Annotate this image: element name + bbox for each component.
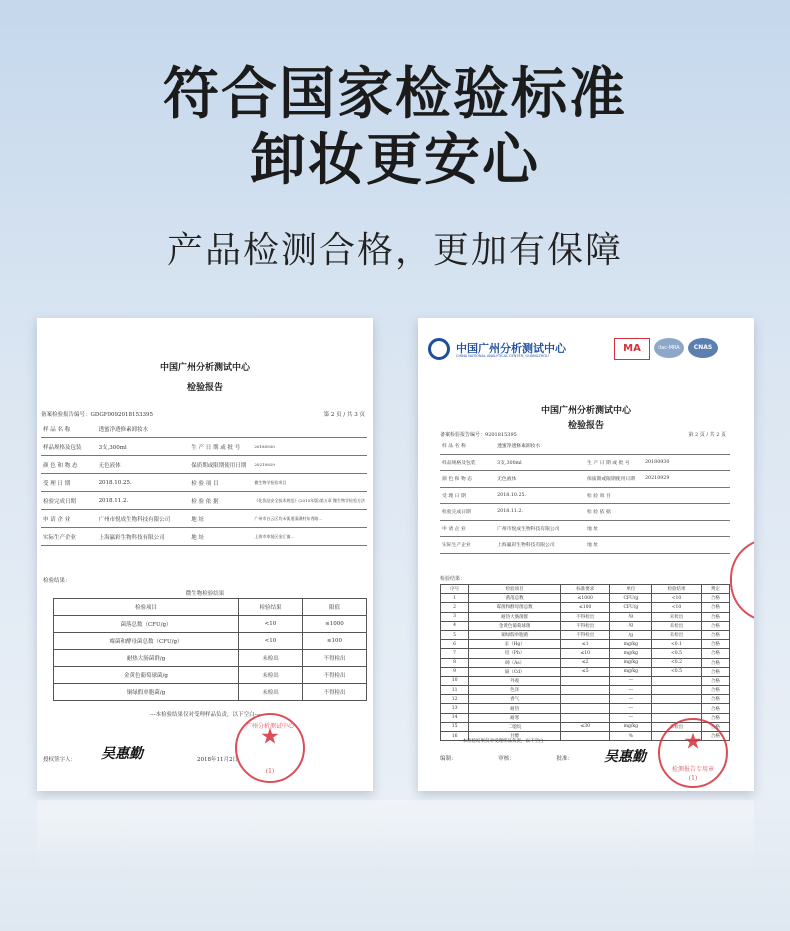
info-value: 广州市悦成生物科技有限公司 — [97, 510, 190, 528]
cma-badge-icon: MA — [614, 338, 650, 360]
partial-seal — [730, 538, 754, 622]
info-row — [440, 487, 730, 504]
headline-line-1: 符合国家检验标准 — [163, 62, 627, 127]
signature: 吴惠勤 — [604, 749, 646, 765]
table-row — [441, 676, 730, 685]
table-cell: CFU/g — [610, 594, 652, 603]
footnote: ---本检验结果仅对受理样品负责，以下空白--- — [149, 712, 261, 718]
info-value: 无色液体 — [495, 471, 585, 488]
table-cell: 菌落总数（CFU/g） — [54, 616, 239, 633]
table-row — [441, 686, 730, 695]
info-label-2: 地 址 — [585, 520, 643, 537]
table-cell: 合格 — [701, 658, 729, 667]
table-cell: ≤1000 — [561, 594, 610, 603]
hero-heading — [0, 62, 790, 273]
logo-english: CHINA NATIONAL ANALYTICAL CENTER, GUANGZHOU — [456, 354, 549, 358]
table-row — [54, 684, 367, 701]
table-cell: ≤5 — [561, 667, 610, 676]
info-value: 透蜜净透修素卸妆水 — [495, 438, 585, 454]
table-cell: 合格 — [701, 732, 729, 741]
info-value-2 — [252, 420, 367, 438]
table-cell: — — [610, 676, 652, 685]
info-value: 上海赢彩生物科技有限公司 — [495, 537, 585, 554]
table-row — [441, 704, 730, 713]
authorized-signer-label: 授权签字人： — [43, 757, 77, 763]
info-label-2 — [585, 438, 643, 454]
table-cell: 金黄色葡萄球菌/g — [54, 667, 239, 684]
table-cell: 未检出 — [238, 684, 302, 701]
info-value-2 — [643, 520, 730, 537]
table-cell: 13 — [441, 704, 469, 713]
table-cell: 7 — [441, 649, 469, 658]
column-header: 限值 — [302, 599, 366, 616]
info-value: 广州市悦成生物科技有限公司 — [495, 520, 585, 537]
table-cell: 二噁烷 — [469, 722, 561, 731]
info-label-2: 生 产 日 期 或 批 号 — [189, 438, 252, 456]
info-label-2: 生 产 日 期 或 批 号 — [585, 454, 643, 471]
table-cell: /g — [610, 612, 652, 621]
table-cell: — — [610, 713, 652, 722]
signature-row — [440, 754, 573, 762]
table-cell: 不得检出 — [561, 630, 610, 639]
report-title: 检验报告 — [567, 421, 604, 431]
info-label-2: 检 验 项 目 — [585, 487, 643, 504]
table-cell: 香气 — [469, 695, 561, 704]
table-row — [441, 594, 730, 603]
table-row — [441, 695, 730, 704]
info-label-2: 地 址 — [189, 510, 252, 528]
info-row — [41, 528, 367, 546]
table-cell — [561, 676, 610, 685]
table-cell: 4 — [441, 621, 469, 630]
seal-number: (1) — [265, 768, 275, 775]
case-number: GDGF0092018153395 — [90, 412, 154, 418]
info-label: 样 品 名 称 — [440, 438, 495, 454]
info-label: 样 品 名 称 — [41, 420, 97, 438]
table-cell: 合格 — [701, 594, 729, 603]
signature: 吴惠勤 — [101, 746, 143, 762]
table-cell: 铜绿假单胞菌 — [469, 630, 561, 639]
check-label: 审核： — [498, 756, 515, 762]
subheadline: 产品检测合格，更加有保障 — [166, 230, 623, 271]
table-cell: ≤1000 — [302, 616, 366, 633]
table-cell — [652, 676, 701, 685]
table-cell: 14 — [441, 713, 469, 722]
table-row — [441, 667, 730, 676]
table-cell: ≤30 — [561, 722, 610, 731]
table-cell: 合格 — [701, 612, 729, 621]
info-label: 申 请 企 业 — [440, 520, 495, 537]
table-cell — [561, 686, 610, 695]
table-cell: 合格 — [701, 603, 729, 612]
table-cell — [561, 713, 610, 722]
case-number-row — [41, 410, 153, 418]
info-label-2: 保质期或限期使用日期 — [585, 471, 643, 488]
table-cell: 未检出 — [652, 630, 701, 639]
info-row — [440, 504, 730, 521]
info-label: 受 理 日 期 — [440, 487, 495, 504]
column-header: 标准要求 — [561, 585, 610, 594]
case-number-row — [440, 431, 517, 438]
floor-reflection — [37, 800, 754, 870]
column-header: 检验结果 — [652, 585, 701, 594]
table-row — [54, 633, 367, 650]
table-cell: 不得检出 — [561, 621, 610, 630]
column-header: 单位 — [610, 585, 652, 594]
info-value-2: 广州市白云区均禾街道清湖村东秀路... — [252, 510, 367, 528]
table-cell: 未检出 — [238, 650, 302, 667]
info-value-2: 20210929 — [643, 471, 730, 488]
table-cell: <10 — [652, 594, 701, 603]
info-label: 受 理 日 期 — [41, 474, 97, 492]
table-cell: 耐热大肠菌群 — [469, 612, 561, 621]
info-label-2: 地 址 — [585, 537, 643, 554]
info-label: 样品规格及包装 — [41, 438, 97, 456]
table-cell: 合格 — [701, 686, 729, 695]
table-row — [54, 650, 367, 667]
info-label: 颜 色 和 物 态 — [41, 456, 97, 474]
report-org: 中国广州分析测试中心 — [540, 406, 631, 416]
table-cell: CFU/g — [610, 603, 652, 612]
table-cell: 菌落总数 — [469, 594, 561, 603]
table-cell: <0.1 — [652, 640, 701, 649]
table-cell — [652, 704, 701, 713]
table-cell: 6 — [441, 640, 469, 649]
info-row — [41, 474, 367, 492]
official-seal — [658, 718, 728, 788]
info-value-2 — [643, 438, 730, 454]
seal-star-icon: ★ — [683, 729, 703, 755]
table-cell: ≤100 — [561, 603, 610, 612]
case-label: 备案检验报告编号： — [440, 432, 486, 438]
case-number: 9201815395 — [485, 432, 517, 438]
seal-number: (1) — [688, 775, 698, 782]
seal-star-icon: ★ — [260, 724, 280, 750]
info-row — [41, 456, 367, 474]
case-label: 备案检验报告编号： — [41, 412, 91, 418]
info-value: 2018.11.2. — [97, 492, 190, 510]
report-org: 中国广州分析测试中心 — [159, 363, 250, 373]
info-row — [440, 471, 730, 488]
column-header: 序号 — [441, 585, 469, 594]
table-row — [441, 630, 730, 639]
table-cell: ≤10 — [561, 649, 610, 658]
info-row — [41, 438, 367, 456]
table-cell: 未检出 — [652, 722, 701, 731]
table-cell: 合格 — [701, 649, 729, 658]
table-cell: 合格 — [701, 667, 729, 676]
table-cell: % — [610, 732, 652, 741]
table-cell: <0.5 — [652, 667, 701, 676]
result-label: 检验结果： — [440, 576, 466, 582]
page-indicator: 第 2 页 / 共 2 页 — [688, 432, 726, 438]
info-row — [440, 438, 730, 454]
table-cell — [652, 695, 701, 704]
column-header: 检验结果 — [238, 599, 302, 616]
info-label-2: 地 址 — [189, 528, 252, 546]
table-cell: 合格 — [701, 704, 729, 713]
table-row — [441, 649, 730, 658]
table-cell: 未检出 — [652, 612, 701, 621]
cnas-badge-icon: CNAS — [688, 338, 718, 358]
info-label-2: 保质期或限期使用日期 — [189, 456, 252, 474]
table-cell: 镉（Cd） — [469, 667, 561, 676]
table-cell: 外观 — [469, 676, 561, 685]
table-row — [441, 603, 730, 612]
table-cell: 耐寒 — [469, 713, 561, 722]
seal-text: 检测报告专用章 — [671, 766, 714, 773]
table-row — [441, 658, 730, 667]
info-row — [41, 492, 367, 510]
info-label-2: 检 验 依 据 — [189, 492, 252, 510]
table-cell: 不得检出 — [561, 612, 610, 621]
table-cell: 不得检出 — [302, 650, 366, 667]
table-cell: 合格 — [701, 676, 729, 685]
info-label: 检验完成日期 — [41, 492, 97, 510]
info-row — [41, 420, 367, 438]
column-header: 判定 — [701, 585, 729, 594]
table-row — [441, 621, 730, 630]
table-cell: 金黄色葡萄球菌 — [469, 621, 561, 630]
footnote: ---本检验结果仅对受理样品负责，以下空白--- — [458, 739, 549, 744]
result-label: 检验结果： — [43, 578, 71, 584]
table-cell: 未检出 — [652, 621, 701, 630]
table-cell: 未检出 — [238, 667, 302, 684]
table-cell: ≤1 — [561, 640, 610, 649]
table-row — [441, 640, 730, 649]
info-value: 2018.11.2. — [495, 504, 585, 521]
table-cell: <10 — [238, 633, 302, 650]
test-report-2 — [418, 318, 754, 791]
seal-text: 广州分析测试中心 — [245, 723, 294, 730]
table-cell: mg/kg — [610, 722, 652, 731]
table-cell: 合格 — [701, 713, 729, 722]
table-row — [54, 616, 367, 633]
table-cell: 16 — [441, 732, 469, 741]
info-row — [41, 510, 367, 528]
info-value: 上海赢彩生物科技有限公司 — [97, 528, 190, 546]
table-cell: 15 — [441, 722, 469, 731]
info-row — [440, 537, 730, 554]
info-value: 无色液体 — [97, 456, 190, 474]
page-indicator: 第 2 页 / 共 3 页 — [323, 412, 365, 418]
table-cell: 不得检出 — [302, 667, 366, 684]
info-value: 3支,300ml — [495, 454, 585, 471]
info-label-2 — [189, 420, 252, 438]
table-cell: 耐热 — [469, 704, 561, 713]
table-cell: /g — [610, 621, 652, 630]
table-cell: 铅（Pb） — [469, 649, 561, 658]
prepared-label: 编制： — [440, 756, 457, 762]
info-label: 申 请 企 业 — [41, 510, 97, 528]
center-logo-icon — [428, 338, 450, 360]
headline-line-2: 卸妆更安心 — [250, 128, 540, 193]
table-cell: 不得检出 — [302, 684, 366, 701]
ilac-badge-icon: ilac-MRA — [654, 338, 684, 358]
table-cell: ≤2 — [561, 658, 610, 667]
table-cell: — — [610, 704, 652, 713]
table-cell: <10 — [652, 603, 701, 612]
table-cell: mg/kg — [610, 649, 652, 658]
info-value-2 — [643, 504, 730, 521]
info-value-2: 20180930 — [252, 438, 367, 456]
info-value-2: 《化妆品安全技术规范》(2015年版)第五章 微生物学检验方法 — [252, 492, 367, 510]
info-label: 检验完成日期 — [440, 504, 495, 521]
table-cell: 3 — [441, 612, 469, 621]
table-cell: 5 — [441, 630, 469, 639]
table-cell: 合格 — [701, 630, 729, 639]
info-value-2: 20210929 — [252, 456, 367, 474]
column-header: 检验项目 — [54, 599, 239, 616]
table-cell — [652, 686, 701, 695]
table-cell: 霉菌和酵母菌总数（CFU/g） — [54, 633, 239, 650]
info-value-2: 上海市奉贤区金汇镇... — [252, 528, 367, 546]
table-cell: 9 — [441, 667, 469, 676]
info-value: 2018.10.25. — [495, 487, 585, 504]
table-cell — [561, 704, 610, 713]
table-cell: ≤100 — [302, 633, 366, 650]
table-cell: 砷（As） — [469, 658, 561, 667]
info-value: 透蜜净透修素卸妆水 — [97, 420, 190, 438]
table-cell: <0.2 — [652, 658, 701, 667]
table-cell: 甘醇 — [469, 732, 561, 741]
table-cell: mg/kg — [610, 658, 652, 667]
table-cell — [561, 732, 610, 741]
info-label: 颜 色 和 物 态 — [440, 471, 495, 488]
table-cell: 色泽 — [469, 686, 561, 695]
info-value: 2018.10.25. — [97, 474, 190, 492]
table-cell: 合格 — [701, 640, 729, 649]
table-cell: 2 — [441, 603, 469, 612]
test-report-1 — [37, 318, 373, 791]
table-row — [54, 667, 367, 684]
table-cell: 铜绿假单胞菌/g — [54, 684, 239, 701]
table-row — [441, 612, 730, 621]
info-label-2: 检 验 依 据 — [585, 504, 643, 521]
sample-info-table — [41, 420, 367, 546]
info-value-2 — [643, 487, 730, 504]
table-cell: 12 — [441, 695, 469, 704]
table-cell: <10 — [238, 616, 302, 633]
report-date: 2018年11月2日 — [197, 757, 238, 763]
table-cell: 霉菌和酵母菌总数 — [469, 603, 561, 612]
report-title: 检验报告 — [186, 383, 223, 393]
logo-text: 中国广州分析测试中心 — [456, 342, 566, 355]
table-cell: 合格 — [701, 621, 729, 630]
info-label: 实际生产企业 — [41, 528, 97, 546]
microbial-results-table — [53, 598, 367, 701]
info-label: 样品规格及包装 — [440, 454, 495, 471]
table-cell: — — [610, 686, 652, 695]
info-row — [440, 454, 730, 471]
info-value-2: 微生物学检验项目 — [252, 474, 367, 492]
table-cell: 合格 — [701, 722, 729, 731]
table-cell: — — [610, 695, 652, 704]
column-header: 检验项目 — [469, 585, 561, 594]
info-label-2: 检 验 项 目 — [189, 474, 252, 492]
table-cell: 8 — [441, 658, 469, 667]
table-cell: <0.5 — [652, 649, 701, 658]
table-cell: 汞（Hg） — [469, 640, 561, 649]
table-cell — [561, 695, 610, 704]
info-value-2 — [643, 537, 730, 554]
table-cell: 合格 — [701, 695, 729, 704]
table-cell: 10 — [441, 676, 469, 685]
sample-info-table — [440, 438, 730, 554]
table-cell: 耐热大肠菌群/g — [54, 650, 239, 667]
approve-label: 批准： — [556, 756, 574, 762]
official-seal — [235, 713, 305, 783]
info-row — [440, 520, 730, 537]
table-cell: 1 — [441, 594, 469, 603]
result-table-title: 微生物检验结果 — [185, 591, 225, 597]
table-cell: 11 — [441, 686, 469, 695]
info-value-2: 20180930 — [643, 454, 730, 471]
info-value: 3支,300ml — [97, 438, 190, 456]
table-cell: mg/kg — [610, 640, 652, 649]
table-cell: mg/kg — [610, 667, 652, 676]
table-cell: /g — [610, 630, 652, 639]
info-label: 实际生产企业 — [440, 537, 495, 554]
